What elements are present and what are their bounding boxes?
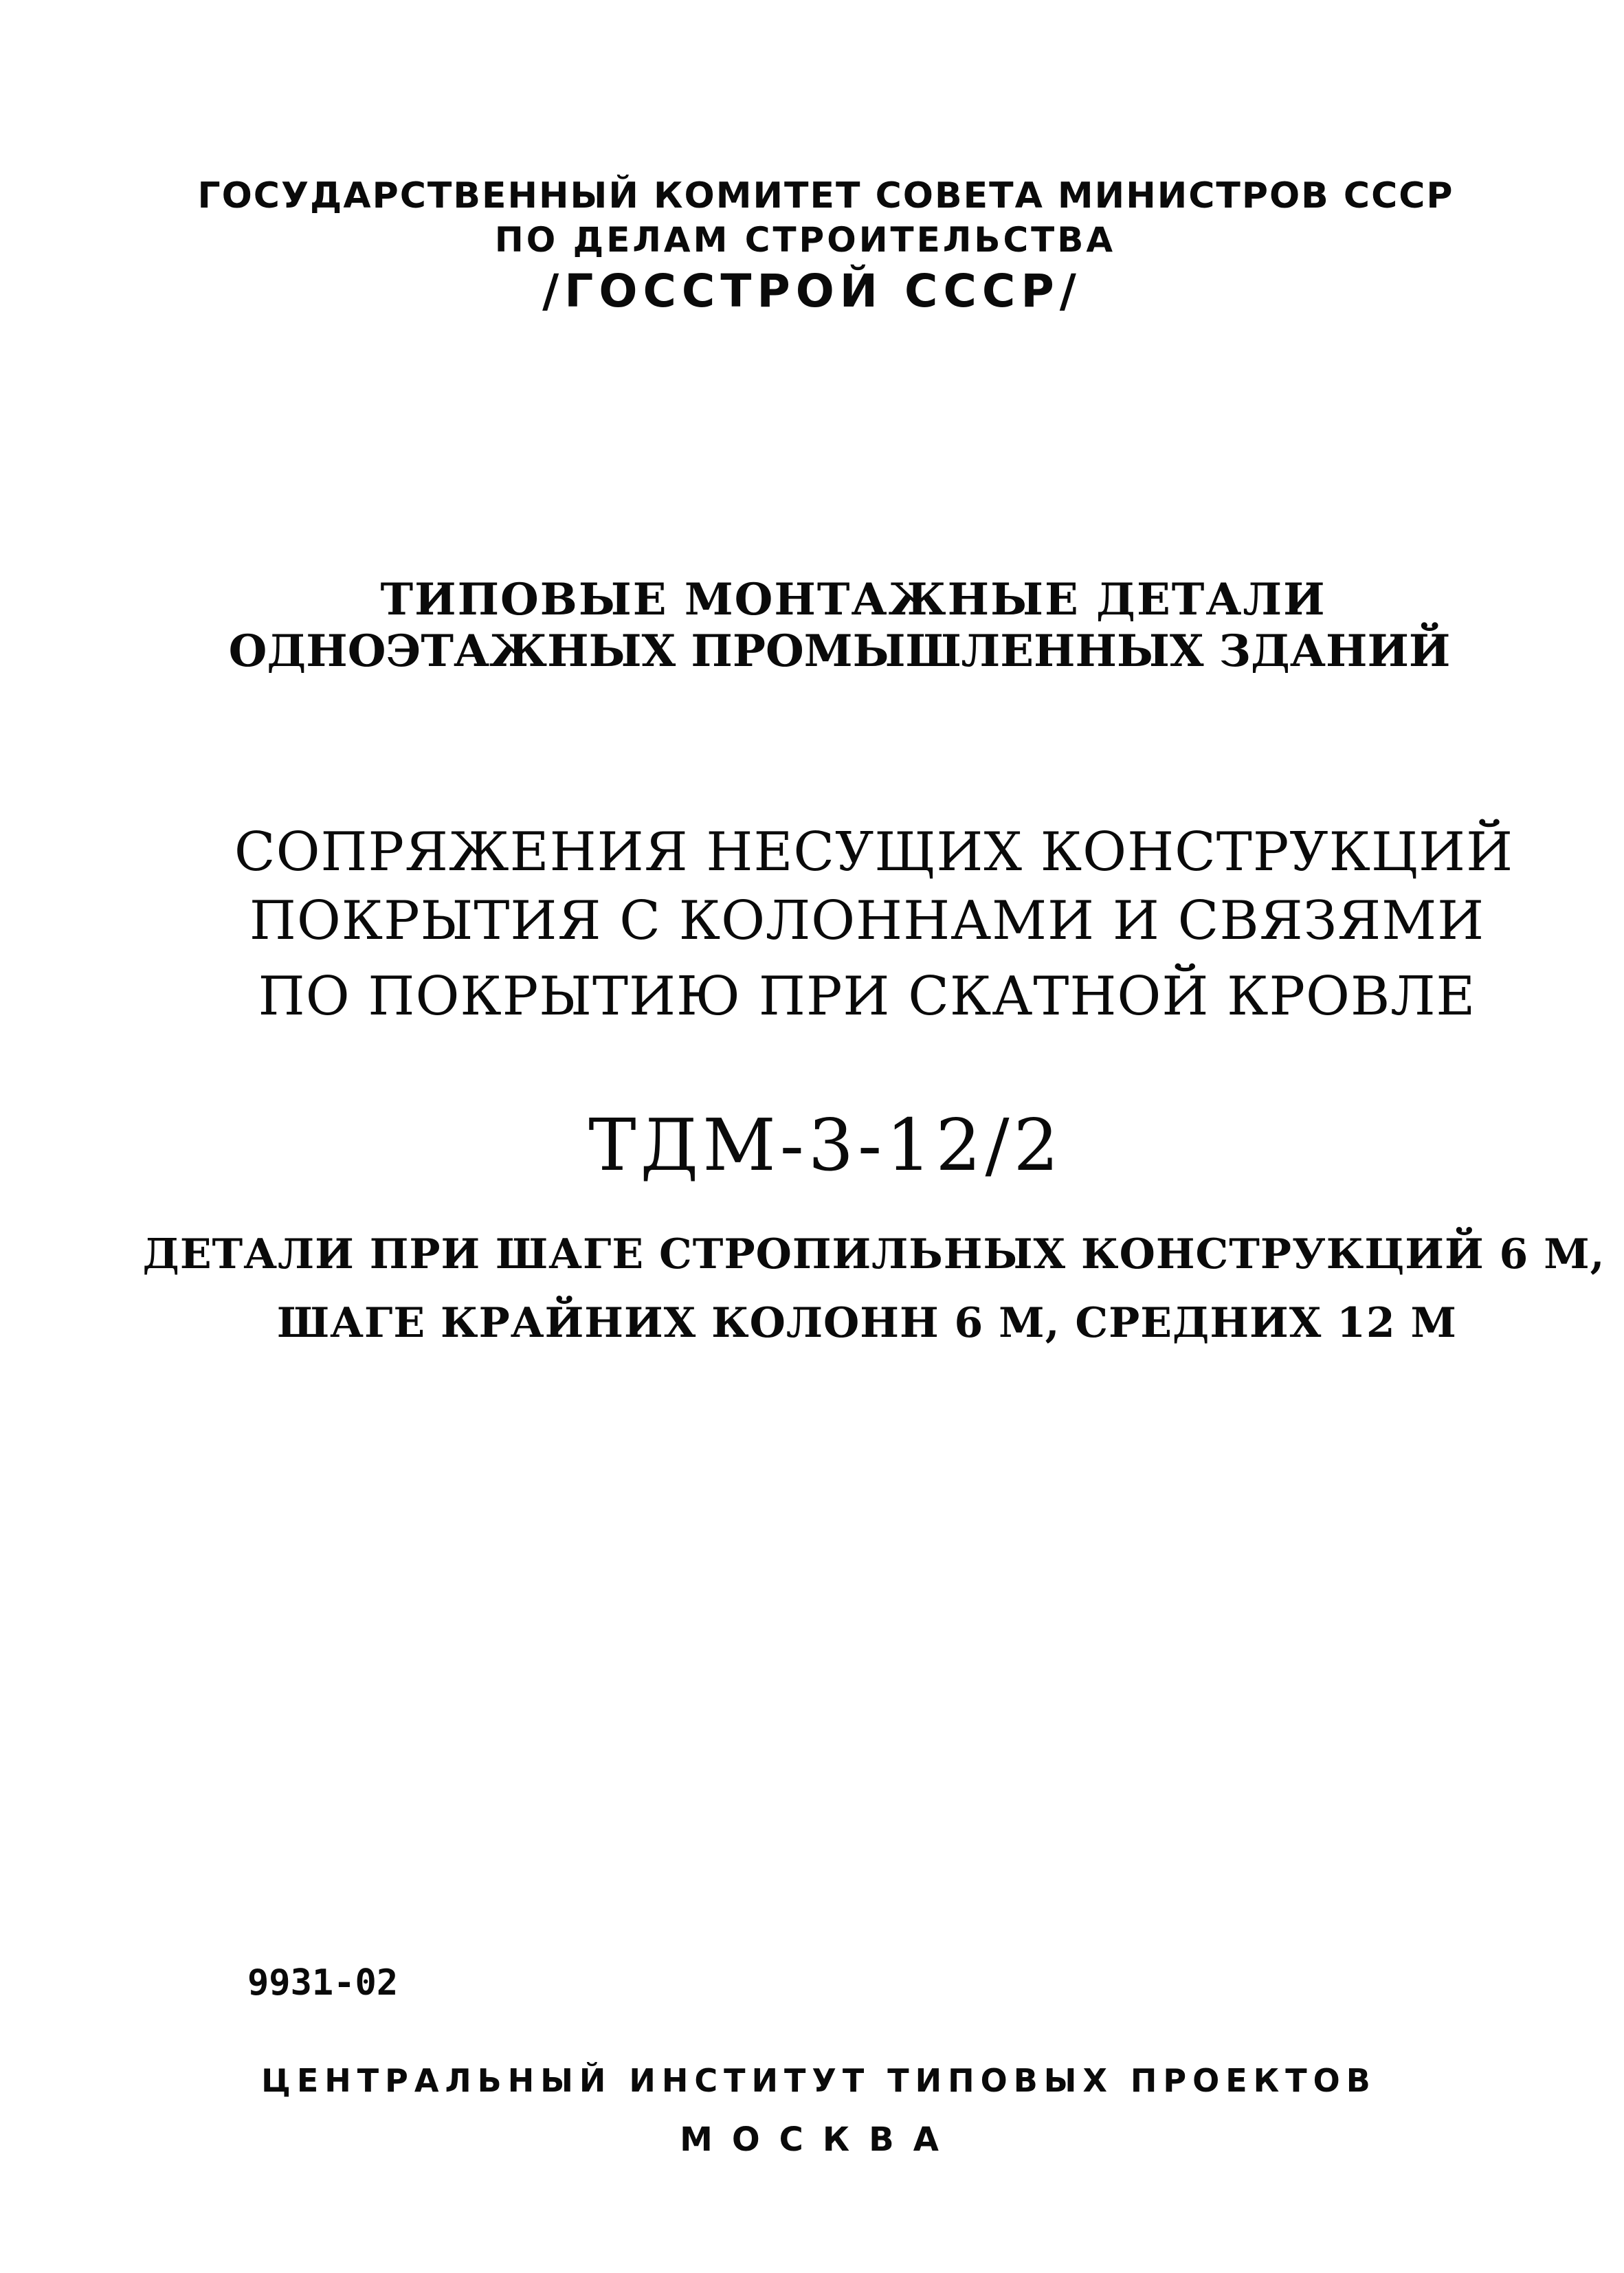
document-code: ТДМ-3-12/2	[588, 1103, 1063, 1187]
committee-name-line-2: ПО ДЕЛАМ СТРОИТЕЛЬСТВА	[494, 220, 1116, 260]
document-number: 9931-02	[247, 1962, 399, 2004]
document-title-line-2: ПОКРЫТИЯ С КОЛОННАМИ И СВЯЗЯМИ	[249, 890, 1485, 952]
details-line-1: ДЕТАЛИ ПРИ ШАГЕ СТРОПИЛЬНЫХ КОНСТРУКЦИЙ 6 М,	[142, 1230, 1605, 1278]
committee-abbreviation: /ГОССТРОЙ СССР/	[542, 265, 1082, 318]
publisher-city: МОСКВА	[680, 2120, 958, 2159]
document-title-line-3: ПО ПОКРЫТИЮ ПРИ СКАТНОЙ КРОВЛЕ	[258, 966, 1476, 1028]
details-line-2: ШАГЕ КРАЙНИХ КОЛОНН 6 М, СРЕДНИХ 12 М	[277, 1299, 1457, 1347]
document-title-line-1: СОПРЯЖЕНИЯ НЕСУЩИХ КОНСТРУКЦИЙ	[234, 821, 1514, 883]
series-title-line-2: ОДНОЭТАЖНЫХ ПРОМЫШЛЕННЫХ ЗДАНИЙ	[228, 625, 1451, 677]
committee-name-line-1: ГОСУДАРСТВЕННЫЙ КОМИТЕТ СОВЕТА МИНИСТРОВ СССР	[197, 175, 1454, 217]
publisher-name: ЦЕНТРАЛЬНЫЙ ИНСТИТУТ ТИПОВЫХ ПРОЕКТОВ	[261, 2062, 1377, 2099]
series-title-line-1: ТИПОВЫЕ МОНТАЖНЫЕ ДЕТАЛИ	[380, 574, 1326, 625]
